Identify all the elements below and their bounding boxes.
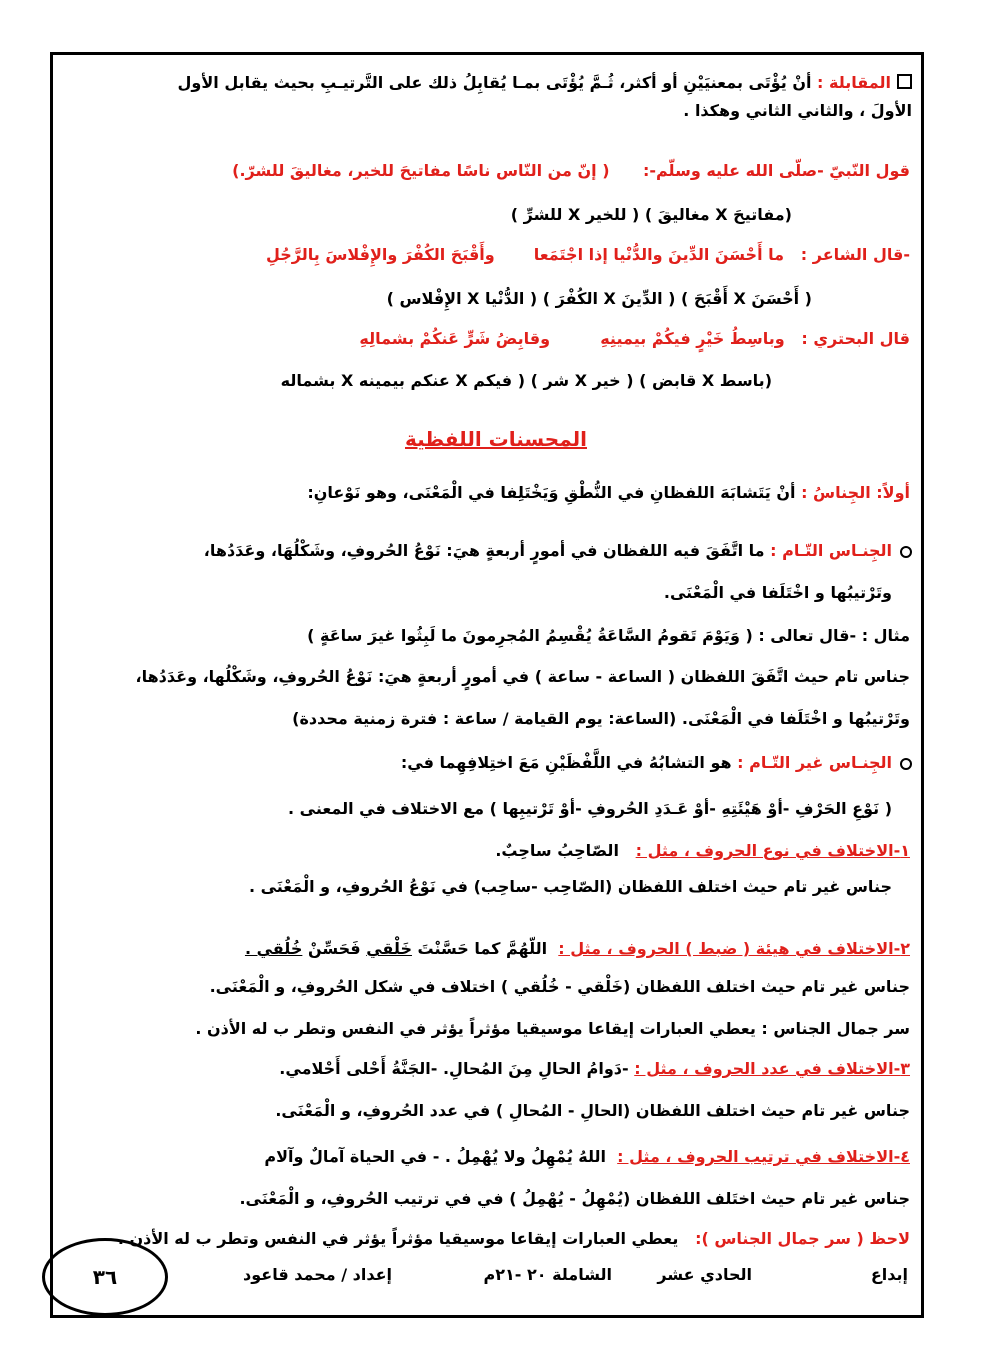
footer-author: إعداد / محمد قاعود: [243, 1265, 392, 1284]
case-2-example-b: خَلْقي: [366, 939, 412, 958]
case-1-line: [70, 840, 910, 862]
section-title: المحسنات اللفظية: [405, 427, 587, 451]
note-label: لاحظ ( سر جمال الجناس ):: [695, 1229, 910, 1248]
buhturi-verse-1: وباسِطُ خَيْرٍ فيكُمْ بيمينِهِ: [600, 329, 785, 348]
jinas-definition: أنْ يَتَشابَهَ اللفظانِ في النُّطْقِ وَيَخْتَلِفا في الْمَعْنَى، وهو نَوْعانِ:: [307, 483, 796, 502]
muqabala-line-2: [70, 100, 912, 122]
example-1: مثال : -قال تعالى : ( وَيَوْمَ تَقومُ السَّاعَةُ يُقْسِمُ المُجرِمونَ ما لَبِثُوا غيرَ ساعَةٍ ): [307, 626, 910, 645]
note-line: [70, 1228, 910, 1250]
case-2-line: [70, 938, 910, 960]
hadith-analysis: (مفاتيحَ X مغاليقَ ) ( للخير X للشرِّ ): [510, 205, 792, 224]
case-2-example-c: فَحَسِّنْ: [302, 939, 367, 958]
buhturi-verse-2: وقابِضُ شَرٍّ عَنكُمْ بشمالِهِ: [359, 329, 551, 348]
muqabala-text-2: الأولَ ، والثاني الثاني وهكذا .: [683, 101, 912, 120]
case-4-line: [70, 1146, 910, 1168]
bullet-icon: [900, 546, 912, 558]
buhturi-line: [70, 328, 910, 350]
buhturi-analysis: (باسط X قابض ) ( خير X شر ) ( فيكم X عنكم بيمينه X بشماله: [280, 371, 772, 390]
case-1-example: الصّاحِبُ ساحِبٌ.: [495, 841, 619, 860]
jinas-ghair-line: [70, 752, 912, 774]
case-1-note: جناس غير تام حيث اختلف اللفظان (الصّاحِب -ساحِب) في نَوْعُ الحُروفِ، و الْمَعْنَى .: [248, 877, 892, 896]
poet-label: -قال الشاعر :: [800, 245, 910, 264]
case-3-note: جناس غير تام حيث اختلف اللفظان (الحالِ - المُحالِ ) في عدد الحُروفِ، و الْمَعْنَى.: [275, 1101, 910, 1120]
poet-verse-1: ما أَحْسَنَ الدِّينَ والدُّنْيا إذا اجْتَمَعا: [533, 245, 785, 264]
sirr-jamal-1: سر جمال الجناس : يعطي العبارات إيقاعا موسيقيا مؤثراً يؤثر في النفس وتطر ب له الأذن .: [195, 1019, 910, 1038]
note-text: يعطي العبارات إيقاعا موسيقيا مؤثراً يؤثر في النفس وتطر ب له الأذن .: [117, 1229, 679, 1248]
jinas-tam-line-1: [70, 540, 912, 562]
case-2-example-d: خُلُقي .: [244, 939, 303, 958]
checkbox-icon: [897, 74, 912, 89]
case-2-note: جناس غير تام حيث اختلف اللفظان (خَلْقي - خُلُقي ) اختلاف في شكل الحُروفِ، و الْمَعْنَى.: [209, 977, 910, 996]
hadith-label: قول النّبيّ -صلّى الله عليه وسلّم-:: [642, 161, 910, 180]
footer-grade: الحادي عشر: [657, 1265, 752, 1284]
example-2: جناس تام حيث اتَّفَقَ اللفظان ( الساعة - ساعة ) في أمورٍ أربعةٍ هيَ: نَوْعُ الحُروفِ، وشَكْلُها، وعَدَدُها،: [135, 667, 910, 686]
jinas-definition-line: [70, 482, 910, 504]
jinas-label: أولاً: الجِناسُ :: [801, 483, 910, 502]
case-2-example-a: اللّهُمَّ كما حَسَّنْتَ: [411, 939, 548, 958]
case-3-example: -دَوامُ الحالِ مِنَ المُحالِ. -الجَنَّةُ أَحْلى أَحْلامي.: [279, 1059, 629, 1078]
hadith-quote: ( إنّ من النّاس ناسًا مفاتيحَ للخير، مغاليقَ للشرّ.): [232, 161, 610, 180]
case-4-label: ٤-الاختلاف في ترتيب الحروف ، مثل :: [617, 1147, 910, 1166]
case-4-note: جناس غير تام حيث اختَلف اللفظان (يُمْهِلُ - يُهْمِلُ ) في في ترتيب الحُروفِ، و الْمَعْنَى.: [239, 1189, 910, 1208]
case-1-label: ١-الاختلاف في نوع الحروف ، مثل :: [635, 841, 910, 860]
jinas-tam-def-2: وتَرْتيبُها و اخْتَلَفا في الْمَعْنَى.: [663, 583, 892, 602]
jinas-tam-def-1: ما اتَّفَقَ فيه اللفظان في أمورٍ أربعةٍ هيَ: نَوْعُ الحُروفِ، وشَكْلُهَا، وعَدَدُها،: [203, 541, 765, 560]
muqabala-label: المقابلة :: [817, 73, 891, 92]
jinas-ghair-list: ( نَوْعِ الحَرْفِ -أوْ هَيْئَتِهِ -أوْ عَـدَدِ الحُروفِ -أوْ تَرْتيبِها ) مع الاختلاف في المعنى .: [287, 799, 892, 818]
footer-course: الشاملة ٢٠ -٢١م: [483, 1265, 612, 1284]
hadith-line: [70, 160, 910, 182]
jinas-tam-label: الجِنـاس التّـام :: [770, 541, 892, 560]
poet-line: [70, 244, 910, 266]
muqabala-text-1: أنْ يُؤْتَى بمعنيَيْنِ أو أكثر، ثُـمَّ يُؤْتَى بمـا يُقابِلُ ذلك على التَّرتيـبِ بحيث يقابل الأول: [177, 73, 812, 92]
case-3-line: [70, 1058, 910, 1080]
example-3: وتَرْتيبُها و اخْتَلَفا في الْمَعْنَى. (الساعة: يوم القيامة / ساعة : فترة زمنية محددة): [292, 709, 910, 728]
poet-analysis: ( أَحْسَنَ X أَقْبَحَ ) ( الدِّينَ X الكُفْرَ ) ( الدُّنْيا X الإِفْلاس ): [386, 289, 812, 308]
buhturi-label: قال البحتري :: [801, 329, 910, 348]
poet-verse-2: وأَقْبَحَ الكُفْرَ والإِفْلاسَ بِالرَّجُلِ: [265, 245, 495, 264]
case-3-label: ٣-الاختلاف في عدد الحروف ، مثل :: [634, 1059, 910, 1078]
jinas-ghair-def: هو التشابُهُ في اللَّفْظَيْنِ مَعَ اختِلافِهِما في:: [400, 753, 732, 772]
case-2-label: ٢-الاختلاف في هيئة ( ضبط ) الحروف ، مثل :: [558, 939, 910, 958]
muqabala-line-1: [70, 72, 912, 94]
case-4-example: اللهُ يُمْهِلُ ولا يُهْمِلُ . - في الحياة آمالٌ وآلام: [264, 1147, 607, 1166]
page-number: ٣٦: [42, 1238, 168, 1316]
footer-ibda: إبداع: [870, 1265, 908, 1284]
jinas-ghair-label: الجِنـاس غير التّـام :: [737, 753, 892, 772]
bullet-icon: [900, 758, 912, 770]
